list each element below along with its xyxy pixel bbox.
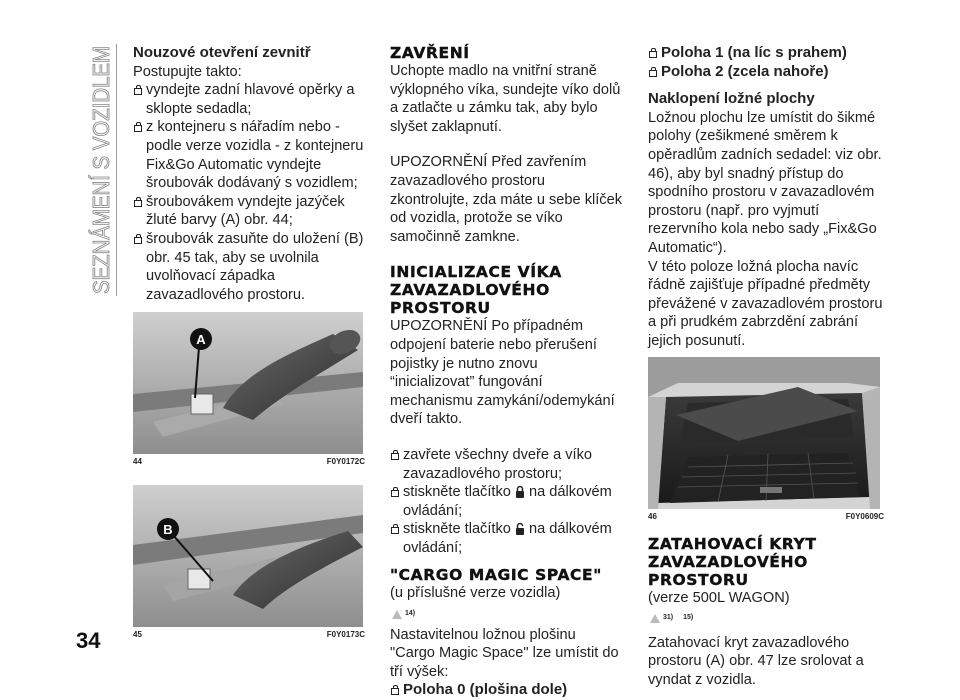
section-title-text: SEZNÁMENÍ S VOZIDLEM: [88, 44, 114, 294]
list-item: šroubovákem vyndejte jazýček žluté barvy (A) obr. 44;: [133, 193, 365, 230]
warning-reference: 31): [650, 609, 673, 628]
list-item: Poloha 0 (plošina dole): [390, 681, 622, 700]
paragraph: Ložnou plochu lze umístit do šikmé polohy (zešikmené směrem k opěradlům zadních sedadel: viz obr. 46), aby byl snadný přístup do spodního prostoru v zavazadlovém prostoru (např. pro vyjmutí rezervního kola nebo sady „Fix&Go Automatic“).: [648, 109, 882, 256]
figure-code: F0Y0609C: [845, 511, 884, 521]
warning-reference: 15): [683, 614, 694, 622]
bullet-icon: [648, 67, 657, 76]
warning-reference: 14): [392, 605, 415, 624]
bullet-icon: [390, 450, 399, 459]
intro-text: Postupujte takto:: [133, 63, 242, 80]
warning-icon: [392, 610, 402, 619]
section-title-vertical: [80, 44, 120, 296]
paragraph: (u příslušné verze vozidla): [390, 585, 561, 602]
column-2: [390, 44, 622, 700]
figure-number: 44: [133, 457, 142, 467]
list-item: z kontejneru s nářadím nebo - podle verze vozidla - z kontejneru Fix&Go Automatic vyndejte šroubovák dodávaný s vozidlem;: [133, 118, 365, 192]
paragraph: Zatahovací kryt zavazadlového prostoru (A) obr. 47 lze srolovat a vyndat z vozidla.: [648, 634, 864, 688]
bullet-icon: [133, 234, 142, 243]
figure-code: F0Y0173C: [326, 630, 365, 640]
figure-46-caption: [648, 512, 884, 522]
paragraph: (verze 500L WAGON): [648, 589, 790, 606]
figure-label-a: A: [196, 332, 206, 348]
heading-tilting-floor: Naklopení ložné plochy: [648, 90, 815, 108]
bullet-icon: [133, 197, 142, 206]
heading-retractable-cover: ZATAHOVACÍ KRYT ZAVAZADLOVÉHO PROSTORU: [648, 534, 817, 589]
heading-cargo-magic-space: "CARGO MAGIC SPACE": [390, 566, 602, 585]
figure-44-image: [133, 312, 363, 454]
bullet-icon: [390, 487, 399, 496]
bullet-icon: [390, 685, 399, 694]
list-item: Poloha 2 (zcela nahoře): [648, 63, 884, 82]
warning-icon: [650, 614, 660, 623]
list-item: zavřete všechny dveře a víko zavazadlového prostoru;: [390, 446, 622, 483]
figure-45-image: [133, 485, 363, 627]
bullet-icon: [390, 524, 399, 533]
column-3: [648, 44, 884, 689]
page-number: 34: [76, 628, 101, 653]
unlock-icon: [515, 522, 525, 535]
figure-number: 46: [648, 511, 657, 521]
list-item: vyndejte zadní hlavové opěrky a sklopte sedadla;: [133, 81, 365, 118]
list-item: Poloha 1 (na líc s prahem): [648, 44, 884, 63]
paragraph: UPOZORNĚNÍ Před zavřením zavazadlového prostoru zkontrolujte, zda máte u sebe klíček od vozidla, protože se víko samočinně zamkne.: [390, 154, 622, 245]
list-item: šroubovák zasuňte do uložení (B) obr. 45 tak, aby se uvolnila uvolňovací západka zavazadlového prostoru.: [133, 230, 365, 304]
figure-45-caption: [133, 630, 365, 640]
paragraph: Uchopte madlo na vnitřní straně výklopného víka, sundejte víko dolů a zatlačte u zámku tak, aby bylo slyšet zaklapnutí.: [390, 63, 621, 135]
lock-icon: [515, 485, 525, 498]
column-1: [133, 44, 365, 640]
bullet-icon: [133, 122, 142, 131]
sidebar-divider: [116, 44, 117, 296]
paragraph: V této poloze ložná plocha navíc řádně zajišťuje případné předměty převážené v zavazadlovém prostoru a při prudkém zabrzdění zabrání jejich posunutí.: [648, 258, 883, 349]
bullet-icon: [133, 85, 142, 94]
figure-44-caption: [133, 457, 365, 467]
heading-initialization: INICIALIZACE VÍKA ZAVAZADLOVÉHO PROSTORU: [390, 263, 562, 318]
paragraph: Nastavitelnou ložnou plošinu "Cargo Magic Space" lze umístit do tří výšek:: [390, 626, 619, 680]
list-item: stiskněte tlačítko na dálkovém ovládání;: [390, 483, 622, 520]
figure-number: 45: [133, 630, 142, 640]
paragraph: UPOZORNĚNÍ Po případném odpojení baterie nebo přerušení pojistky je nutno znovu “inicializovat” fungování mechanismu zamykání/odemykání dveří takto.: [390, 318, 615, 428]
bullet-icon: [648, 48, 657, 57]
figure-code: F0Y0172C: [326, 457, 365, 467]
heading-emergency-open: Nouzové otevření zevnitř: [133, 44, 311, 61]
heading-closing: ZAVŘENÍ: [390, 44, 470, 62]
list-item: stiskněte tlačítko na dálkovém ovládání;: [390, 520, 622, 557]
figure-label-b: B: [163, 522, 173, 538]
figure-46-image: [648, 357, 880, 509]
